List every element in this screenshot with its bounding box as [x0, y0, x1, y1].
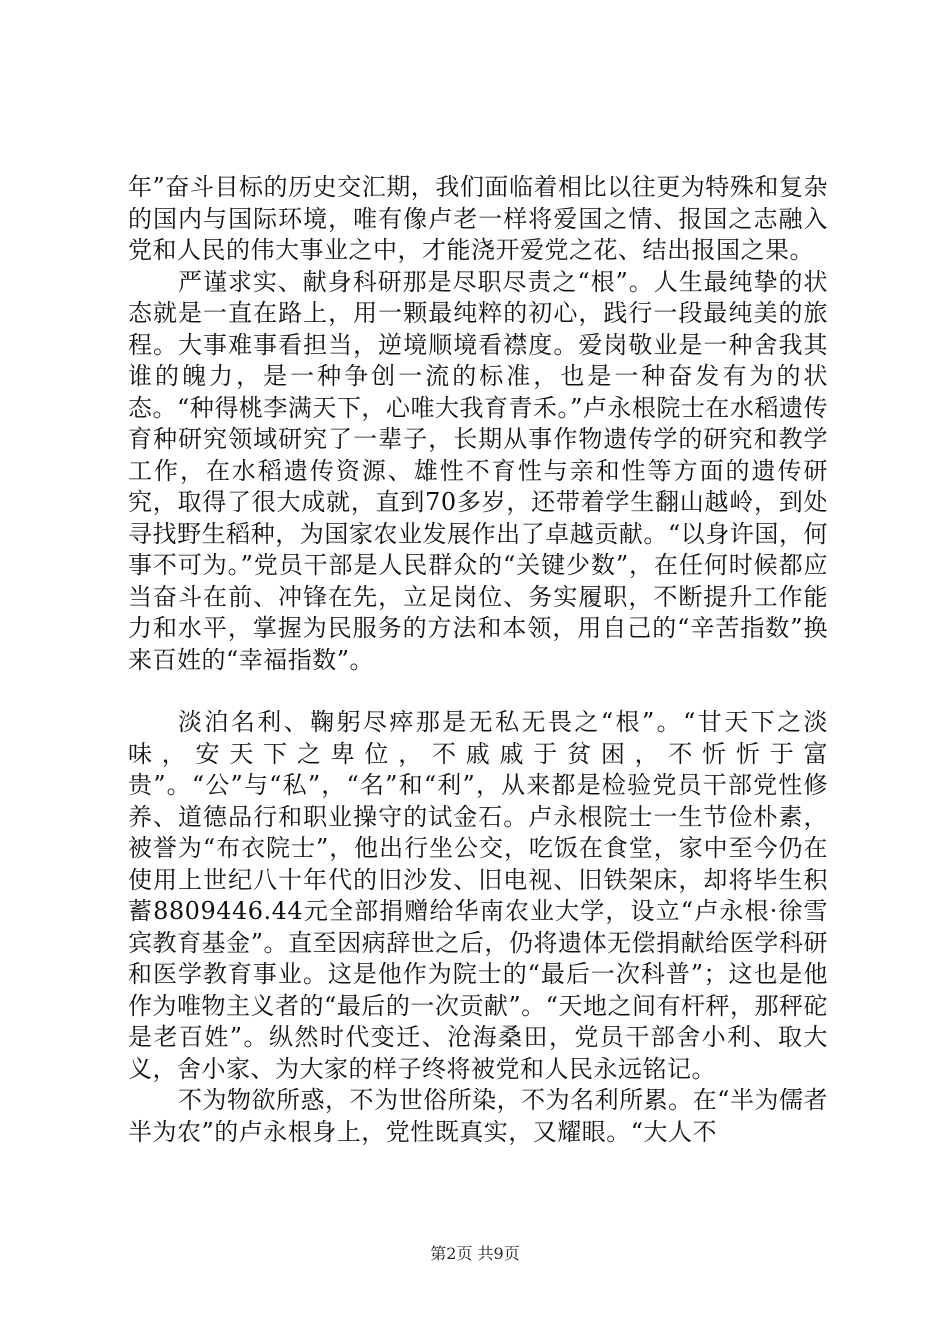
page-number-footer: 第2页 共9页	[430, 1244, 520, 1263]
paragraph-continued: 年”奋斗目标的历史交汇期，我们面临着相比以往更为特殊和复杂的国内与国际环境，唯有像卢老一样将爱国之情、报国之志融入党和人民的伟大事业之中，才能浇开爱党之花、结出报国之果。	[128, 173, 828, 264]
paragraph-selflessness: 淡泊名利、鞠躬尽瘁那是无私无畏之“根”。“甘天下之淡味，安天下之卑位，不戚戚于贫困，不忻忻于富贵”。“公”与“私”，“名”和“利”，从来都是检验党员干部党性修养、道德品行和职业操守的试金石。卢永根院士一生节俭朴素，被誉为“布衣院士”，他出行坐公交，吃饭在食堂，家中至今仍在使用上世纪八十年代的旧沙发、旧电视、旧铁架床，却将毕生积蓄8809446.44元全部捐赠给华南农业大学，设立“卢永根·徐雪宾教育基金”。直至因病辞世之后，仍将遗体无偿捐献给医学科研和医学教育事业。这是他作为院士的“最后一次科普”；这也是他作为唯物主义者的“最后的一次贡献”。“天地之间有杆秤，那秤砣是老百姓”。纵然时代变迁、沧海桑田，党员干部舍小利、取大义，舍小家、为大家的样子终将被党和人民永远铭记。	[128, 708, 828, 1083]
paragraph-dedication-to-research: 严谨求实、献身科研那是尽职尽责之“根”。人生最纯挚的状态就是一直在路上，用一颗最纯粹的初心，践行一段最纯美的旅程。大事难事看担当，逆境顺境看襟度。爱岗敬业是一种舍我其谁的魄力，是一种争创一流的标准，也是一种奋发有为的状态。“种得桃李满天下，心唯大我育青禾。”卢永根院士在水稻遗传育种研究领域研究了一辈子，长期从事作物遗传学的研究和教学工作，在水稻遗传资源、雄性不育性与亲和性等方面的遗传研究，取得了很大成就，直到70多岁，还带着学生翻山越岭，到处寻找野生稻种，为国家农业发展作出了卓越贡献。“以身许国，何事不可为。”党员干部是人民群众的“关键少数”，在任何时候都应当奋斗在前、冲锋在先，立足岗位、务实履职，不断提升工作能力和水平，掌握为民服务的方法和本领，用自己的“辛苦指数”换来百姓的“幸福指数”。	[128, 267, 828, 674]
paragraph-closing: 不为物欲所惑，不为世俗所染，不为名利所累。在“半为儒者半为农”的卢永根身上，党性既真实，又耀眼。“大人不	[128, 1086, 828, 1146]
document-body	[128, 172, 828, 1148]
